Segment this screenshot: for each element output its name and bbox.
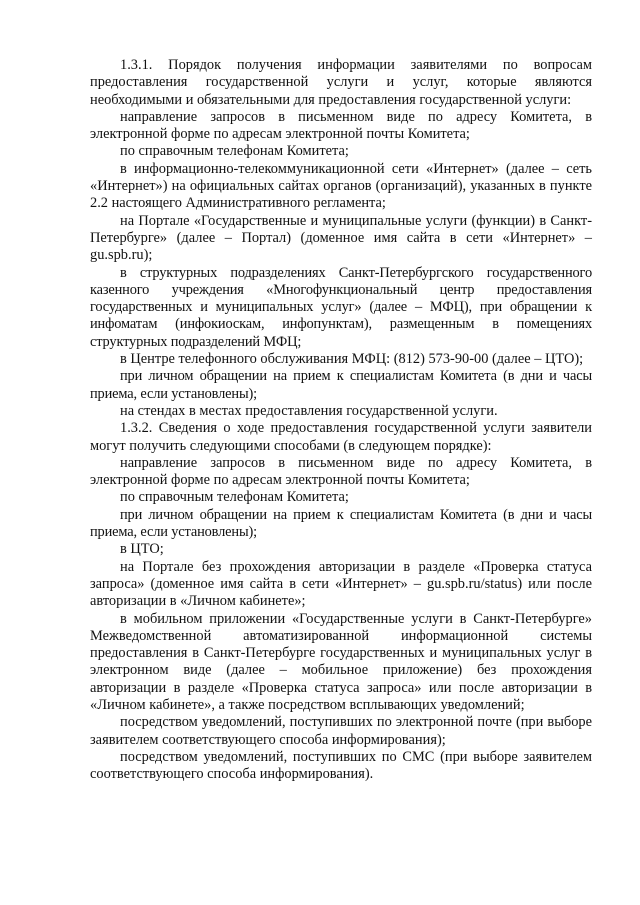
paragraph-mobile-app: в мобильном приложении «Государственные услуги в Санкт-Петербурге» Межведомственной автоматизированной информационной системы предоставления в Санкт-Петербурге государственных и муниципальных услуг в электронном виде (далее – мобильное приложение) без прохождения авторизации в разделе «Проверка статуса запроса» или после авторизации в «Личном кабинете», а также посредством всплывающих уведомлений; xyxy=(90,610,592,713)
paragraph-1-3-1: 1.3.1. Порядок получения информации заявителями по вопросам предоставления государственной услуги и услуг, которые являются необходимыми и обязательными для предоставления государственной услуги: xyxy=(90,57,592,108)
paragraph-call-center: в Центре телефонного обслуживания МФЦ: (812) 573-90-00 (далее – ЦТО); xyxy=(120,351,584,368)
paragraph-portal-status: на Портале без прохождения авторизации в разделе «Проверка статуса запроса» (доменное имя сайта в сети «Интернет» – gu.spb.ru/status) или после авторизации в «Личном кабинете»; xyxy=(90,558,592,610)
paragraph-1-3-2: 1.3.2. Сведения о ходе предоставления государственной услуги заявители могут получить следующими способами (в следующем порядке): xyxy=(90,420,592,454)
paragraph-portal: на Портале «Государственные и муниципальные услуги (функции) в Санкт-Петербурге» (далее – Портал) (доменное имя сайта в сети «Интернет» – gu.spb.ru); xyxy=(90,212,592,264)
paragraph-phones: по справочным телефонам Комитета; xyxy=(120,143,349,160)
paragraph-cto: в ЦТО; xyxy=(120,541,164,558)
paragraph-phones-2: по справочным телефонам Комитета; xyxy=(120,489,349,506)
paragraph-sms-notifications: посредством уведомлений, поступивших по СМС (при выборе заявителем соответствующего способа информирования). xyxy=(90,748,592,783)
paragraph-email-notifications: посредством уведомлений, поступивших по электронной почте (при выборе заявителем соответствующего способа информирования); xyxy=(90,714,592,748)
paragraph-mfc: в структурных подразделениях Санкт-Петербургского государственного казенного учреждения «Многофункциональный центр предоставления государственных и муниципальных услуг» (далее – МФЦ), при обращении к инфоматам (инфокиоскам, инфопунктам), размещенным в помещениях структурных подразделений МФЦ; xyxy=(90,264,592,350)
paragraph-personal-visit-2: при личном обращении на прием к специалистам Комитета (в дни и часы приема, если установлены); xyxy=(90,506,592,541)
paragraph-personal-visit: при личном обращении на прием к специалистам Комитета (в дни и часы приема, если установлены); xyxy=(90,368,592,402)
document-page xyxy=(90,57,592,783)
paragraph-written-requests: направление запросов в письменном виде по адресу Комитета, в электронной форме по адресам электронной почты Комитета; xyxy=(90,108,592,143)
paragraph-internet: в информационно-телекоммуникационной сети «Интернет» (далее – сеть «Интернет») на официальных сайтах органов (организаций), указанных в пункте 2.2 настоящего Административного регламента; xyxy=(90,160,592,212)
paragraph-stands: на стендах в местах предоставления государственной услуги. xyxy=(120,402,498,419)
paragraph-written-requests-2: направление запросов в письменном виде по адресу Комитета, в электронной форме по адресам электронной почты Комитета; xyxy=(90,454,592,489)
